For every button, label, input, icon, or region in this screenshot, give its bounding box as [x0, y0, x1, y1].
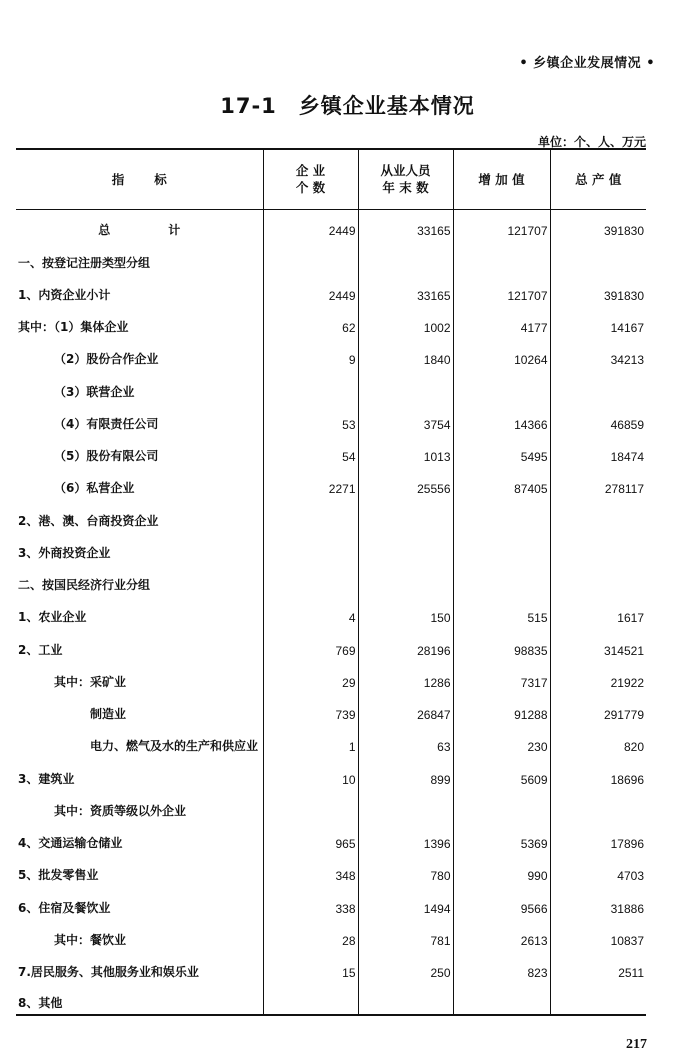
- row-value: 278117: [604, 482, 644, 497]
- row-label: 1、内资企业小计: [16, 274, 263, 306]
- column-header-line1: 从业人员: [380, 163, 431, 179]
- row-value: 1002: [358, 306, 453, 338]
- row-value: 63: [358, 725, 453, 757]
- row-value: [263, 499, 358, 531]
- row-value: 899: [358, 757, 453, 789]
- row-label: 6、住宿及餐饮业: [16, 886, 263, 918]
- table-row: [16, 757, 646, 789]
- row-label: （2）股份合作企业: [16, 338, 263, 370]
- row-value: 780: [358, 854, 453, 886]
- row-label: 7.居民服务、其他服务业和娱乐业: [16, 951, 263, 983]
- row-value: 17896: [610, 837, 644, 851]
- row-value: 9566: [453, 886, 550, 918]
- row-value: 2449: [263, 274, 358, 306]
- row-value: [263, 370, 358, 402]
- row-value: 2271: [263, 467, 358, 499]
- row-label: 8、其他: [16, 983, 263, 1015]
- row-label: 4、交通运输仓储业: [16, 822, 263, 854]
- row-label: 其中：餐饮业: [16, 919, 263, 951]
- row-label: 电力、燃气及水的生产和供应业: [16, 725, 263, 757]
- row-label: （4）有限责任公司: [16, 403, 263, 435]
- row-value: 391830: [603, 224, 644, 239]
- row-value: 10837: [610, 933, 644, 948]
- row-label: （5）股份有限公司: [16, 435, 263, 467]
- column-header-line1: 增 加 值: [478, 171, 525, 187]
- row-value: 3754: [358, 403, 453, 435]
- row-value: 21922: [610, 675, 644, 690]
- row-value: 18474: [610, 450, 644, 464]
- row-value: 10264: [453, 338, 550, 370]
- row-value: [453, 241, 550, 273]
- row-value: 1: [263, 725, 358, 757]
- row-value: [358, 790, 453, 822]
- row-value: [550, 532, 646, 564]
- row-value: 348: [263, 854, 358, 886]
- row-value: 391830: [603, 288, 644, 303]
- row-value: 1617: [617, 611, 644, 626]
- row-value: 18696: [610, 772, 644, 787]
- row-value: [358, 532, 453, 564]
- table-row: [16, 435, 646, 467]
- row-value: 291779: [603, 708, 644, 722]
- row-value: 14167: [610, 321, 644, 335]
- column-header-gross-output: [550, 149, 646, 209]
- row-label: 制造业: [16, 693, 263, 725]
- table-row: [16, 725, 646, 757]
- table-row: [16, 790, 646, 822]
- row-value: [550, 564, 646, 596]
- row-label: 3、外商投资企业: [16, 532, 263, 564]
- column-header-value-added: [453, 149, 550, 209]
- table-row: [16, 596, 646, 628]
- statistics-table: [16, 148, 646, 1016]
- table-row: [16, 306, 646, 338]
- table-row: [16, 274, 646, 306]
- row-value: 26847: [358, 693, 453, 725]
- row-value: 7317: [453, 661, 550, 693]
- row-value: [550, 499, 646, 531]
- row-value: 338: [263, 886, 358, 918]
- column-header-line1: 总 产 值: [575, 171, 622, 187]
- page-title: [0, 90, 695, 120]
- table-row: [16, 822, 646, 854]
- row-label: 总计: [16, 209, 263, 241]
- row-value: 33165: [358, 274, 453, 306]
- row-value: 25556: [358, 467, 453, 499]
- table-row: [16, 338, 646, 370]
- row-value: 2613: [453, 919, 550, 951]
- row-value: 5369: [453, 822, 550, 854]
- row-label: （3）联营企业: [16, 370, 263, 402]
- row-value: 98835: [453, 628, 550, 660]
- row-value: 31886: [610, 901, 644, 916]
- row-label: 2、港、澳、台商投资企业: [16, 499, 263, 531]
- column-header-employees: [358, 149, 453, 209]
- row-value: 33165: [358, 209, 453, 241]
- row-label: 其中：（1）集体企业: [16, 306, 263, 338]
- table-row: [16, 983, 646, 1015]
- row-value: 121707: [453, 209, 550, 241]
- row-value: 121707: [453, 274, 550, 306]
- row-value: [263, 241, 358, 273]
- row-label: 一、按登记注册类型分组: [16, 241, 263, 273]
- row-value: 1840: [358, 338, 453, 370]
- row-value: 1396: [358, 822, 453, 854]
- column-header-line2: 标: [154, 171, 167, 187]
- row-label: 5、批发零售业: [16, 854, 263, 886]
- row-value: [263, 564, 358, 596]
- table-row: [16, 693, 646, 725]
- row-value: 739: [263, 693, 358, 725]
- row-value: [453, 564, 550, 596]
- row-value: [453, 532, 550, 564]
- row-value: [453, 499, 550, 531]
- row-value: 515: [453, 596, 550, 628]
- row-value: [453, 370, 550, 402]
- row-value: 28: [263, 919, 358, 951]
- column-header-enterprise-count: [263, 149, 358, 209]
- table-row: [16, 919, 646, 951]
- row-value: [550, 983, 646, 1015]
- row-value: 53: [263, 403, 358, 435]
- row-label: 3、建筑业: [16, 757, 263, 789]
- row-value: [263, 983, 358, 1015]
- row-label: 2、工业: [16, 628, 263, 660]
- row-value: 28196: [358, 628, 453, 660]
- row-value: 150: [358, 596, 453, 628]
- table-row: [16, 403, 646, 435]
- row-value: 9: [263, 338, 358, 370]
- table-row: [16, 854, 646, 886]
- row-value: 2511: [618, 966, 644, 980]
- row-value: [453, 790, 550, 822]
- table-title: 乡镇企业基本情况: [298, 94, 475, 118]
- section-header: • 乡镇企业发展情况 •: [519, 56, 655, 71]
- row-value: 91288: [453, 693, 550, 725]
- row-value: 769: [263, 628, 358, 660]
- table-row: [16, 532, 646, 564]
- row-value: 965: [263, 822, 358, 854]
- table-row: [16, 564, 646, 596]
- column-header-line1: 企 业: [295, 163, 326, 179]
- row-value: 4703: [617, 869, 644, 884]
- row-value: [550, 370, 646, 402]
- row-value: [358, 370, 453, 402]
- row-value: 2449: [263, 209, 358, 241]
- row-value: 5495: [453, 435, 550, 467]
- column-header-line2: 个 数: [295, 180, 326, 196]
- table-row: [16, 370, 646, 402]
- page-number: 217: [626, 1037, 647, 1052]
- row-value: [263, 790, 358, 822]
- row-value: 29: [263, 661, 358, 693]
- row-label: 二、按国民经济行业分组: [16, 564, 263, 596]
- row-label: （6）私营企业: [16, 467, 263, 499]
- row-value: [453, 983, 550, 1015]
- unit-note: 单位：个、人、万元: [537, 135, 646, 149]
- row-value: 250: [358, 951, 453, 983]
- row-value: 54: [263, 435, 358, 467]
- row-value: 823: [453, 951, 550, 983]
- row-value: 14366: [453, 403, 550, 435]
- row-value: [263, 532, 358, 564]
- table-header-row: [16, 149, 646, 209]
- row-value: [358, 564, 453, 596]
- table-row: [16, 241, 646, 273]
- table-row: [16, 209, 646, 241]
- row-value: 230: [453, 725, 550, 757]
- table-row: [16, 951, 646, 983]
- row-value: [358, 983, 453, 1015]
- row-value: 87405: [453, 467, 550, 499]
- row-value: 34213: [610, 353, 644, 368]
- row-value: 62: [263, 306, 358, 338]
- row-value: 15: [263, 951, 358, 983]
- row-value: 314521: [603, 643, 644, 658]
- row-label: 其中：采矿业: [16, 661, 263, 693]
- row-value: 820: [623, 740, 644, 755]
- column-header-indicator: [16, 149, 263, 209]
- table-row: [16, 499, 646, 531]
- row-value: 4: [263, 596, 358, 628]
- row-value: 1286: [358, 661, 453, 693]
- column-header-line2: 年 末 数: [382, 180, 429, 196]
- row-label: 1、农业企业: [16, 596, 263, 628]
- row-value: 10: [263, 757, 358, 789]
- row-value: [358, 499, 453, 531]
- table-row: [16, 467, 646, 499]
- column-header-line1: 指: [111, 171, 155, 187]
- row-value: [550, 790, 646, 822]
- row-value: 5609: [453, 757, 550, 789]
- row-value: 1494: [358, 886, 453, 918]
- table-row: [16, 886, 646, 918]
- row-value: 781: [358, 919, 453, 951]
- table-number: 17-1: [220, 94, 277, 118]
- row-value: 4177: [453, 306, 550, 338]
- row-value: 1013: [358, 435, 453, 467]
- table-row: [16, 661, 646, 693]
- row-value: [358, 241, 453, 273]
- table-row: [16, 628, 646, 660]
- row-value: [550, 241, 646, 273]
- row-label: 其中：资质等级以外企业: [16, 790, 263, 822]
- row-value: 46859: [610, 417, 644, 432]
- row-value: 990: [453, 854, 550, 886]
